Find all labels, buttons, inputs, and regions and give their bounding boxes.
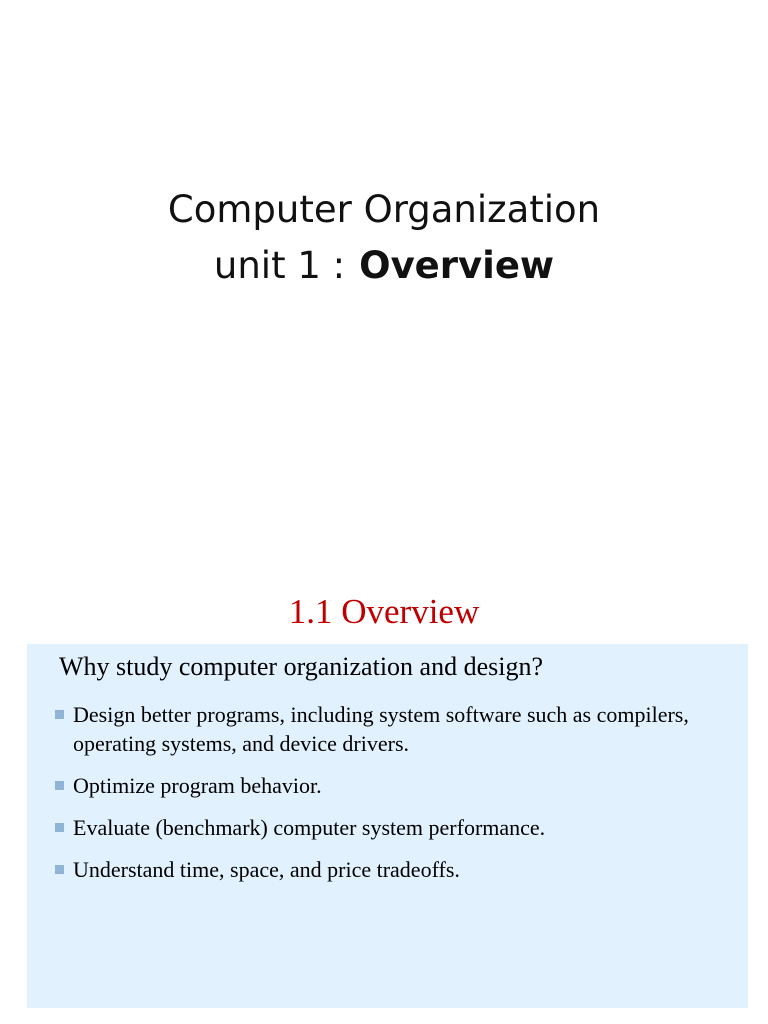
bullet-text: Optimize program behavior.	[73, 773, 322, 798]
bullet-item	[55, 700, 735, 758]
bullet-text: Design better programs, including system software such as compilers, operating systems, and device drivers.	[73, 702, 689, 756]
square-bullet-icon	[55, 823, 64, 832]
bullet-text: Evaluate (benchmark) computer system performance.	[73, 815, 546, 840]
bullet-item	[55, 855, 735, 884]
unit-topic: Overview	[359, 244, 555, 287]
square-bullet-icon	[55, 781, 64, 790]
bullet-item	[55, 771, 735, 800]
unit-label: unit 1 :	[213, 244, 346, 287]
content-question: Why study computer organization and design?	[59, 652, 544, 681]
content-box	[27, 644, 748, 1008]
bullet-item	[55, 813, 735, 842]
slide-title: Computer Organization	[167, 188, 601, 231]
square-bullet-icon	[55, 865, 64, 874]
square-bullet-icon	[55, 710, 64, 719]
section-heading: 1.1 Overview	[288, 592, 480, 631]
slide-subtitle	[0, 244, 768, 287]
bullet-text: Understand time, space, and price tradeoffs.	[73, 857, 460, 882]
bullet-list	[55, 700, 735, 897]
